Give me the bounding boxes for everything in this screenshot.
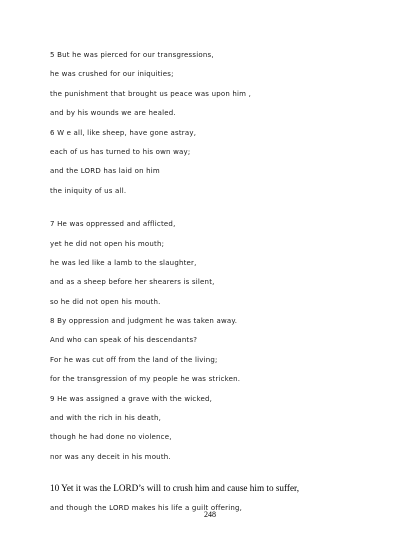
text-line-serif: 10 Yet it was the LORD’s will to crush him and cause him to suffer,	[50, 483, 300, 494]
text-line: 5 But he was pierced for our transgressions,	[50, 51, 214, 59]
text-line: yet he did not open his mouth;	[50, 239, 165, 248]
text-line: and with the rich in his death,	[50, 414, 162, 423]
text-line: 8 By oppression and judgment he was taken away.	[50, 317, 238, 326]
text-line: he was led like a lamb to the slaughter,	[50, 258, 197, 267]
text-line: for the transgression of my people he was stricken.	[50, 375, 241, 384]
text-line: and as a sheep before her shearers is silent,	[50, 278, 215, 287]
text-line: so he did not open his mouth.	[50, 297, 161, 306]
text-line: 6 W e all, like sheep, have gone astray,	[50, 128, 197, 137]
text-line: each of us has turned to his own way;	[50, 147, 191, 156]
text-line: he was crushed for our iniquities;	[50, 70, 174, 79]
text-line: nor was any deceit in his mouth.	[50, 452, 171, 461]
text-line: 7 He was oppressed and afflicted,	[50, 220, 176, 229]
text-line: though he had done no violence,	[50, 433, 172, 442]
text-line: and the LORD has laid on him	[50, 167, 160, 176]
text-line: the punishment that brought us peace was upon him ,	[50, 89, 252, 98]
text-line: For he was cut off from the land of the living;	[50, 355, 218, 364]
text-line: and though the LORD makes his life a guilt offering,	[50, 503, 243, 512]
text-line: the iniquity of us all.	[50, 186, 127, 195]
text-line: and by his wounds we are healed.	[50, 109, 176, 118]
scripture-text	[50, 46, 396, 518]
page-number: 248	[204, 510, 216, 519]
text-line: 9 He was assigned a grave with the wicked,	[50, 394, 213, 403]
text-line: And who can speak of his descendants?	[50, 336, 198, 345]
